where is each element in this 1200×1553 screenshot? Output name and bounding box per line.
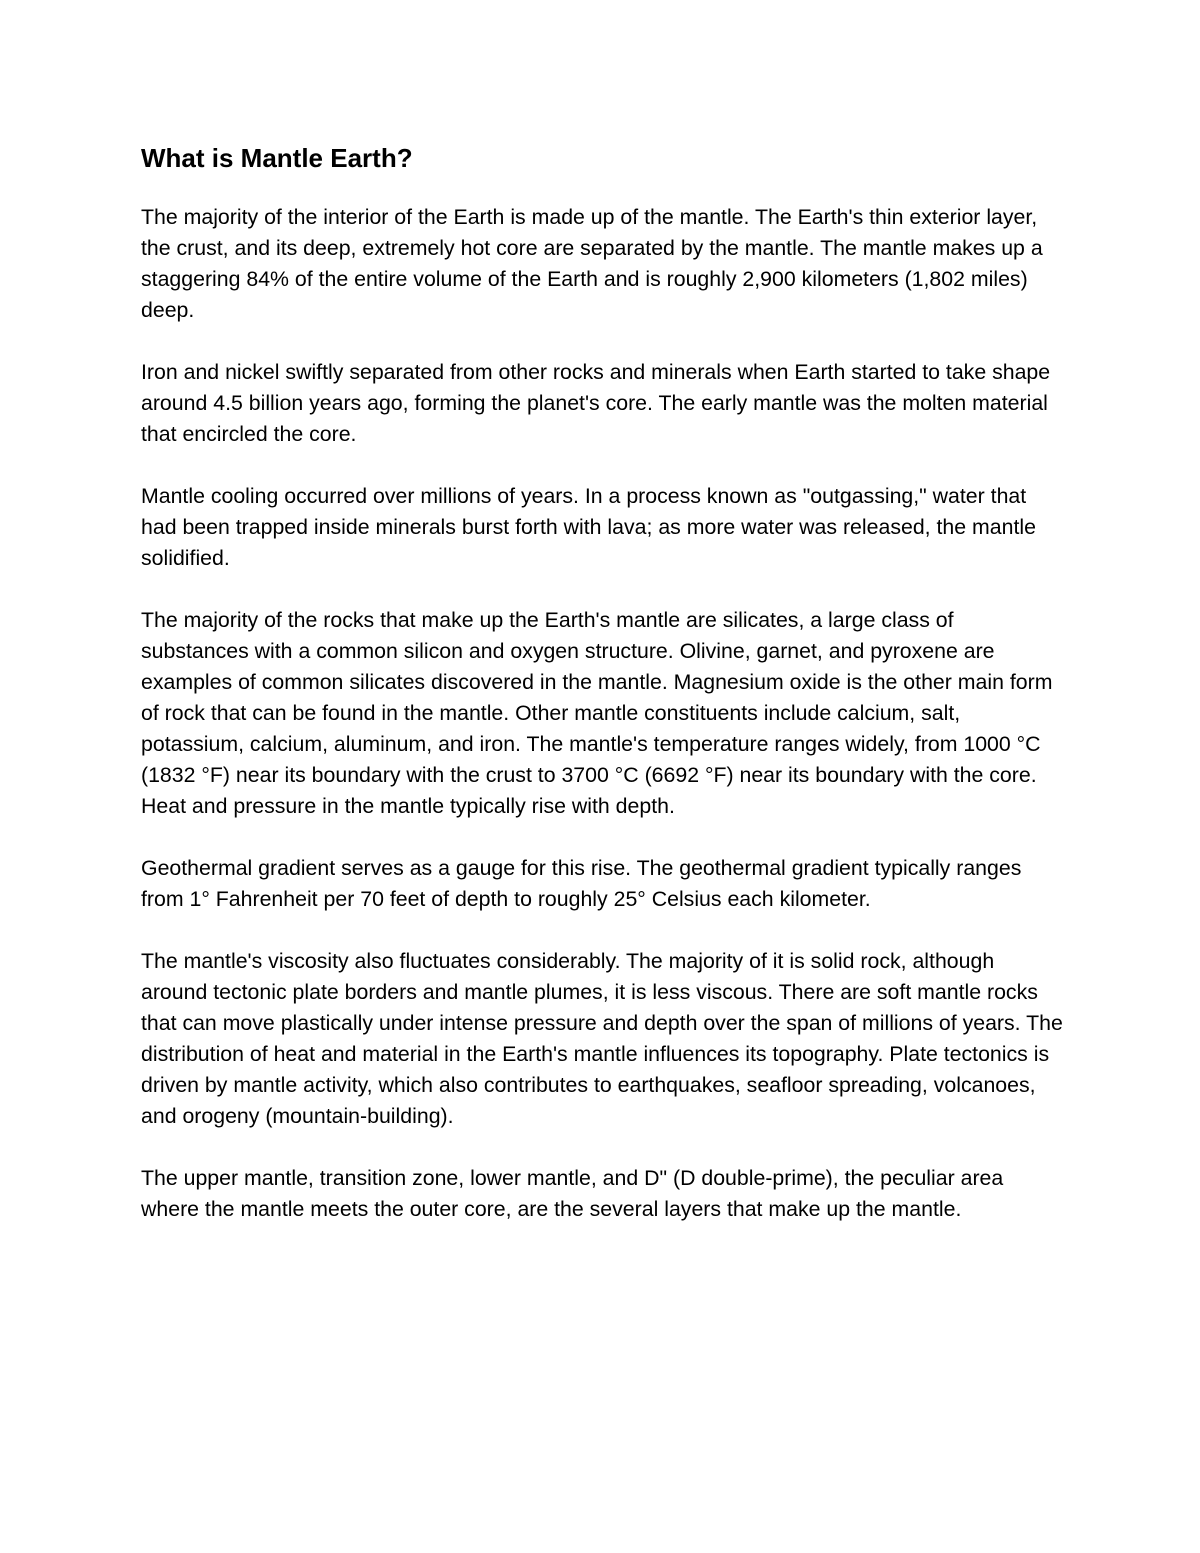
document-body (141, 140, 1066, 1256)
document-title: What is Mantle Earth? (141, 143, 413, 173)
paragraph-mantle-formation: Iron and nickel swiftly separated from other rocks and minerals when Earth started to take shape around 4.5 billion years ago, forming the planet's core. The early mantle was the molten material that encircled the core. (141, 360, 1051, 446)
paragraph-mantle-cooling: Mantle cooling occurred over millions of years. In a process known as "outgassing," water that had been trapped inside minerals burst forth with lava; as more water was released, the mantle solidified. (141, 484, 1036, 570)
paragraph-geothermal-gradient: Geothermal gradient serves as a gauge for this rise. The geothermal gradient typically ranges from 1° Fahrenheit per 70 feet of depth to roughly 25° Celsius each kilometer. (141, 856, 1022, 911)
paragraph-mantle-overview: The majority of the interior of the Earth is made up of the mantle. The Earth's thin exterior layer, the crust, and its deep, extremely hot core are separated by the mantle. The mantle makes up a staggering 84% of the entire volume of the Earth and is roughly 2,900 kilometers (1,802 miles) deep. (141, 205, 1043, 322)
paragraph-mantle-layers: The upper mantle, transition zone, lower mantle, and D" (D double-prime), the peculiar area where the mantle meets the outer core, are the several layers that make up the mantle. (141, 1166, 1004, 1221)
paragraph-mantle-composition: The majority of the rocks that make up the Earth's mantle are silicates, a large class of substances with a common silicon and oxygen structure. Olivine, garnet, and pyroxene are examples of common silicates discovered in the mantle. Magnesium oxide is the other main form of rock that can be found in the mantle. Other mantle constituents include calcium, salt, potassium, calcium, aluminum, and iron. The mantle's temperature ranges widely, from 1000 °C (1832 °F) near its boundary with the crust to 3700 °C (6692 °F) near its boundary with the core. Heat and pressure in the mantle typically rise with depth. (141, 608, 1053, 818)
paragraph-mantle-viscosity: The mantle's viscosity also fluctuates considerably. The majority of it is solid rock, although around tectonic plate borders and mantle plumes, it is less viscous. There are soft mantle rocks that can move plastically under intense pressure and depth over the span of millions of years. The distribution of heat and material in the Earth's mantle influences its topography. Plate tectonics is driven by mantle activity, which also contributes to earthquakes, seafloor spreading, volcanoes, and orogeny (mountain-building). (141, 949, 1063, 1128)
